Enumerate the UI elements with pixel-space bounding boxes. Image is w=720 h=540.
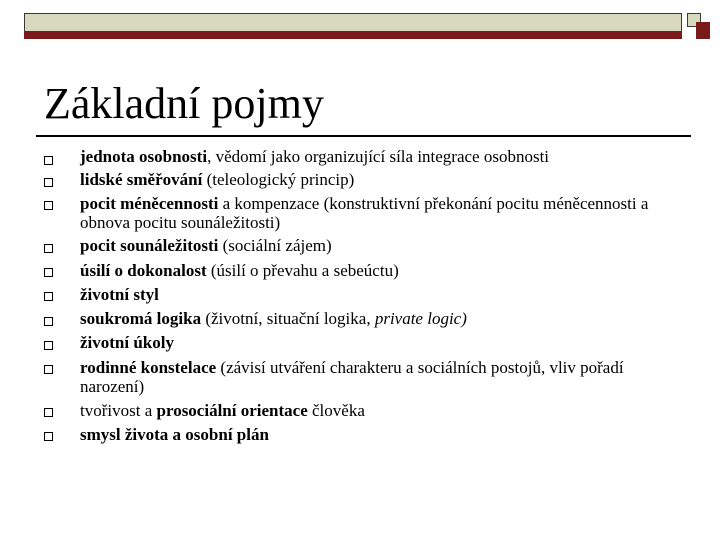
bullet-checkbox-icon xyxy=(44,268,53,277)
item-term: rodinné konstelace xyxy=(80,358,217,377)
bullet-checkbox-icon xyxy=(44,317,53,326)
item-italic: private logic) xyxy=(374,309,467,328)
list-item xyxy=(80,236,680,255)
item-text: člověka xyxy=(307,401,365,420)
bullet-checkbox-icon xyxy=(44,408,53,417)
bullet-checkbox-icon xyxy=(44,341,53,350)
item-term: prosociální orientace xyxy=(156,401,308,420)
item-text: (úsilí o převahu a sebeúctu) xyxy=(206,261,399,280)
item-term: smysl života a osobní plán xyxy=(80,425,269,444)
list-item xyxy=(80,285,680,304)
list-item xyxy=(80,309,680,328)
list-item xyxy=(80,261,680,280)
item-term: pocit méněcennosti xyxy=(80,194,219,213)
item-term: jednota osobnosti xyxy=(80,147,208,166)
item-term: životní úkoly xyxy=(80,333,174,352)
list-item xyxy=(80,194,680,232)
list-item xyxy=(80,170,680,189)
list-item xyxy=(80,147,680,166)
bullet-checkbox-icon xyxy=(44,244,53,253)
item-term: soukromá logika xyxy=(80,309,202,328)
bullet-checkbox-icon xyxy=(44,432,53,441)
item-text: (sociální zájem) xyxy=(218,236,332,255)
item-text: (životní, situační logika, xyxy=(201,309,375,328)
item-text-prefix: tvořivost a xyxy=(80,401,157,420)
list-item xyxy=(80,401,680,420)
bullet-checkbox-icon xyxy=(44,156,53,165)
bullet-checkbox-icon xyxy=(44,292,53,301)
slide-title: Základní pojmy xyxy=(44,79,324,128)
item-text: a kompenzace (konstruktivní překonání pocitu méněcennosti a obnova pocitu sounáležitosti) xyxy=(80,194,649,232)
bullet-checkbox-icon xyxy=(44,201,53,210)
list-item xyxy=(80,358,680,396)
item-text: (závisí utváření charakteru a sociálních postojů, vliv pořadí narození) xyxy=(80,358,624,396)
item-text: , vědomí jako organizující síla integrace osobnosti xyxy=(207,147,550,166)
item-term: pocit sounáležitosti xyxy=(80,236,219,255)
bullet-checkbox-icon xyxy=(44,365,53,374)
list-item xyxy=(80,333,680,352)
item-term: životní styl xyxy=(80,285,159,304)
item-term: úsilí o dokonalost xyxy=(80,261,207,280)
list-item xyxy=(80,425,680,444)
item-text: (teleologický princip) xyxy=(202,170,355,189)
item-term: lidské směřování xyxy=(80,170,203,189)
bullet-checkbox-icon xyxy=(44,178,53,187)
